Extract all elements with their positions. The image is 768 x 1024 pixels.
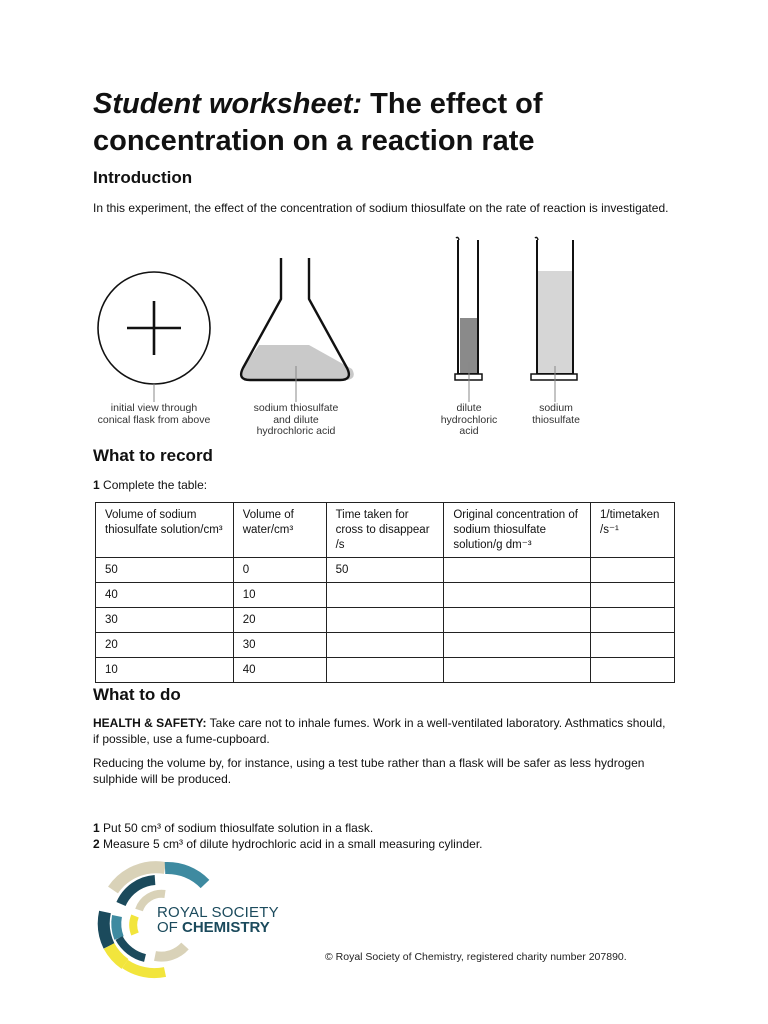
table-cell[interactable]: [444, 608, 591, 633]
copyright-notice: © Royal Society of Chemistry, registered charity number 207890.: [325, 951, 627, 963]
safety-body: Take care not to inhale fumes. Work in a well-ventilated laboratory. Asthmatics should, if possible, use a fume-cupboard.: [93, 716, 666, 746]
table-cell[interactable]: [444, 633, 591, 658]
table-cell: 10: [233, 583, 326, 608]
table-cell[interactable]: [591, 633, 675, 658]
table-cell[interactable]: [591, 558, 675, 583]
step-text: Put 50 cm³ of sodium thiosulfate solution in a flask.: [99, 821, 374, 835]
step-2: [93, 836, 673, 852]
record-heading: What to record: [93, 446, 213, 465]
logo-line-2-bold: CHEMISTRY: [182, 919, 270, 936]
safety-note: Reducing the volume by, for instance, using a test tube rather than a flask will be safer as less hydrogen sulphide will be produced.: [93, 756, 645, 786]
table-cell: 20: [96, 633, 234, 658]
table-cell: 0: [233, 558, 326, 583]
logo-line-2-prefix: OF: [157, 919, 182, 936]
table-cell[interactable]: [591, 658, 675, 683]
header-cell: Volume of sodium thiosulfate solution/cm³: [96, 503, 234, 558]
step-number: 1: [93, 478, 100, 492]
logo-line-2: [157, 920, 279, 935]
table-row: [96, 658, 675, 683]
rsc-logo-text: [157, 905, 279, 935]
safety-text: [93, 715, 673, 747]
table-row: [96, 608, 675, 633]
step-1: [93, 820, 673, 836]
table-cell: 30: [96, 608, 234, 633]
flask-top-view-icon: [98, 272, 210, 402]
step-number: 1: [93, 821, 100, 835]
measuring-cylinder-acid-icon: [455, 237, 482, 402]
table-cell[interactable]: [326, 658, 444, 683]
table-row: [96, 633, 675, 658]
results-table: [95, 502, 675, 683]
table-cell[interactable]: 50: [326, 558, 444, 583]
record-instruction: [93, 477, 673, 493]
caption-cylinder-thiosulfate: sodium thiosulfate: [532, 402, 580, 426]
table-cell: 40: [233, 658, 326, 683]
table-cell[interactable]: [444, 558, 591, 583]
table-cell: 20: [233, 608, 326, 633]
table-header-row: [96, 503, 675, 558]
table-cell: 50: [96, 558, 234, 583]
table-cell[interactable]: [326, 633, 444, 658]
header-cell: Original concentration of sodium thiosulfate solution/g dm⁻³: [444, 503, 591, 558]
table-cell[interactable]: [591, 608, 675, 633]
caption-flask: sodium thiosulfate and dilute hydrochloric acid: [253, 402, 339, 437]
introduction-heading: Introduction: [93, 168, 193, 187]
table-cell[interactable]: [591, 583, 675, 608]
table-cell[interactable]: [444, 583, 591, 608]
introduction-text: In this experiment, the effect of the concentration of sodium thiosulfate on the rate of reaction is investigated.: [93, 201, 669, 215]
measuring-cylinder-thiosulfate-icon: [531, 237, 577, 402]
table-cell: 10: [96, 658, 234, 683]
step-text: Measure 5 cm³ of dilute hydrochloric acid in a small measuring cylinder.: [99, 837, 483, 851]
table-cell[interactable]: [326, 608, 444, 633]
table-cell: 40: [96, 583, 234, 608]
caption-flask-view: initial view through conical flask from above: [97, 402, 211, 426]
table-cell[interactable]: [444, 658, 591, 683]
header-cell: Time taken for cross to disappear /s: [326, 503, 444, 558]
apparatus-diagram: [80, 232, 600, 447]
table-cell[interactable]: [326, 583, 444, 608]
step-number: 2: [93, 837, 100, 851]
table-row: [96, 558, 675, 583]
todo-heading: What to do: [93, 685, 181, 704]
header-cell: Volume of water/cm³: [233, 503, 326, 558]
instruction-text: Complete the table:: [99, 478, 208, 492]
page-title: [93, 86, 693, 160]
conical-flask-icon: [240, 258, 353, 402]
caption-cylinder-acid: dilute hydrochloric acid: [440, 402, 498, 437]
header-cell: 1/timetaken /s⁻¹: [591, 503, 675, 558]
logo-line-1: ROYAL SOCIETY: [157, 904, 279, 921]
safety-label: HEALTH & SAFETY:: [93, 716, 207, 730]
table-cell: 30: [233, 633, 326, 658]
title-rest: The effect of concentration on a reaction rate: [93, 88, 543, 157]
table-row: [96, 583, 675, 608]
title-italic: Student worksheet:: [93, 88, 363, 120]
